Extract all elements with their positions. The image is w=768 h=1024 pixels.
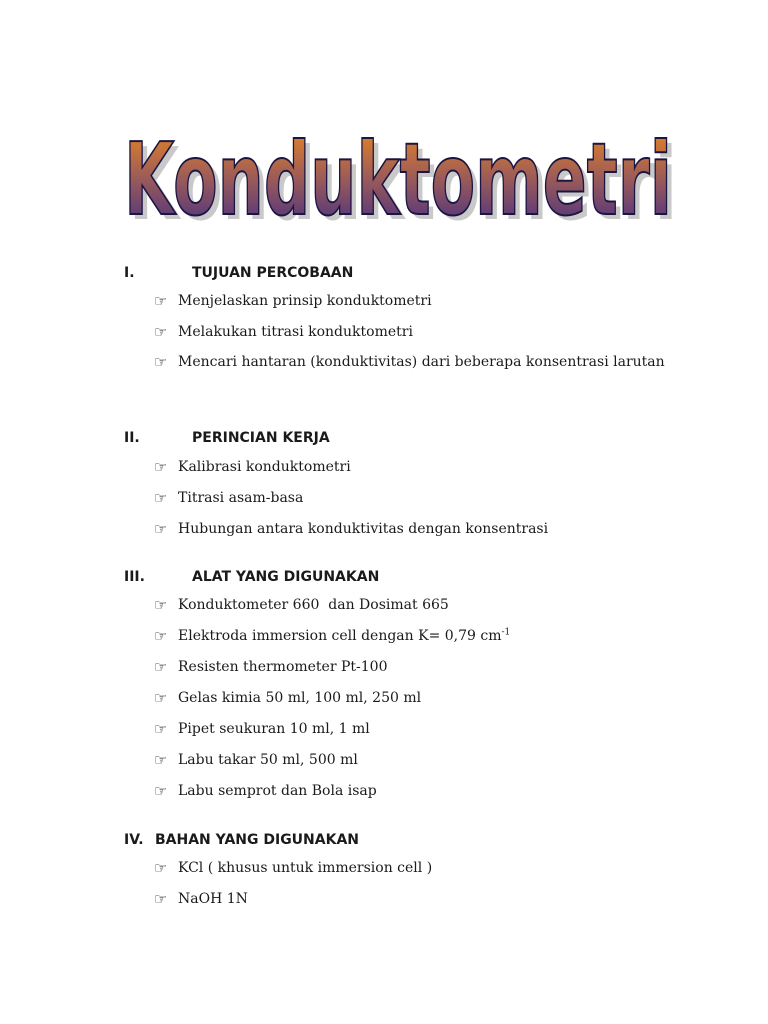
section-heading (124, 262, 680, 284)
section-list (124, 286, 680, 377)
section-perincian (124, 427, 680, 545)
pointing-hand-icon: ☞ (154, 627, 168, 645)
section-list (124, 590, 680, 807)
section-title: ALAT YANG DIGUNAKAN (192, 569, 380, 585)
title-shadow: Konduktometri (129, 126, 677, 238)
list-item: ☞ Hubungan antara konduktivitas dengan konsentrasi (124, 514, 680, 545)
pointing-hand-icon: ☞ (154, 596, 168, 614)
pointing-hand-icon: ☞ (154, 658, 168, 676)
pointing-hand-icon: ☞ (154, 353, 168, 371)
list-item: ☞ Menjelaskan prinsip konduktometri (124, 286, 680, 317)
pointing-hand-icon: ☞ (154, 720, 168, 738)
section-number: III. (124, 569, 145, 585)
list-item: ☞ Titrasi asam-basa (124, 483, 680, 514)
section-alat (124, 566, 680, 807)
document-title (118, 118, 684, 238)
superscript: -1 (501, 627, 511, 638)
pointing-hand-icon: ☞ (154, 458, 168, 476)
pointing-hand-icon: ☞ (154, 890, 168, 908)
section-heading (124, 427, 680, 449)
section-bahan (124, 829, 680, 915)
section-number: IV. (124, 832, 144, 848)
section-list (124, 452, 680, 545)
section-title: BAHAN YANG DIGUNAKAN (155, 832, 360, 848)
section-number: II. (124, 430, 140, 446)
pointing-hand-icon: ☞ (154, 520, 168, 538)
list-item (124, 621, 680, 652)
list-item: ☞ Resisten thermometer Pt-100 (124, 652, 680, 683)
pointing-hand-icon: ☞ (154, 689, 168, 707)
list-item: ☞ Labu semprot dan Bola isap (124, 776, 680, 807)
section-heading (124, 829, 680, 851)
section-list (124, 853, 680, 915)
list-item: ☞ KCl ( khusus untuk immersion cell ) (124, 853, 680, 884)
list-item: ☞ Konduktometer 660 dan Dosimat 665 (124, 590, 680, 621)
pointing-hand-icon: ☞ (154, 489, 168, 507)
list-item: ☞ Pipet seukuran 10 ml, 1 ml (124, 714, 680, 745)
section-title: TUJUAN PERCOBAAN (192, 265, 354, 281)
list-item: ☞ Gelas kimia 50 ml, 100 ml, 250 ml (124, 683, 680, 714)
section-heading (124, 566, 680, 588)
list-item: ☞ Labu takar 50 ml, 500 ml (124, 745, 680, 776)
section-number: I. (124, 265, 135, 281)
pointing-hand-icon: ☞ (154, 782, 168, 800)
list-item: ☞ NaOH 1N (124, 884, 680, 915)
title-text: Konduktometri (124, 121, 672, 238)
pointing-hand-icon: ☞ (154, 323, 168, 341)
item-text: Elektroda immersion cell dengan K= 0,79 cm (178, 628, 502, 644)
pointing-hand-icon: ☞ (154, 859, 168, 877)
list-item: ☞ Kalibrasi konduktometri (124, 452, 680, 483)
pointing-hand-icon: ☞ (154, 751, 168, 769)
pointing-hand-icon: ☞ (154, 292, 168, 310)
section-tujuan (124, 262, 680, 377)
list-item: ☞ Mencari hantaran (konduktivitas) dari beberapa konsentrasi larutan (124, 348, 680, 377)
list-item: ☞ Melakukan titrasi konduktometri (124, 317, 680, 348)
wordart-title (118, 118, 684, 238)
section-title: PERINCIAN KERJA (192, 430, 330, 446)
